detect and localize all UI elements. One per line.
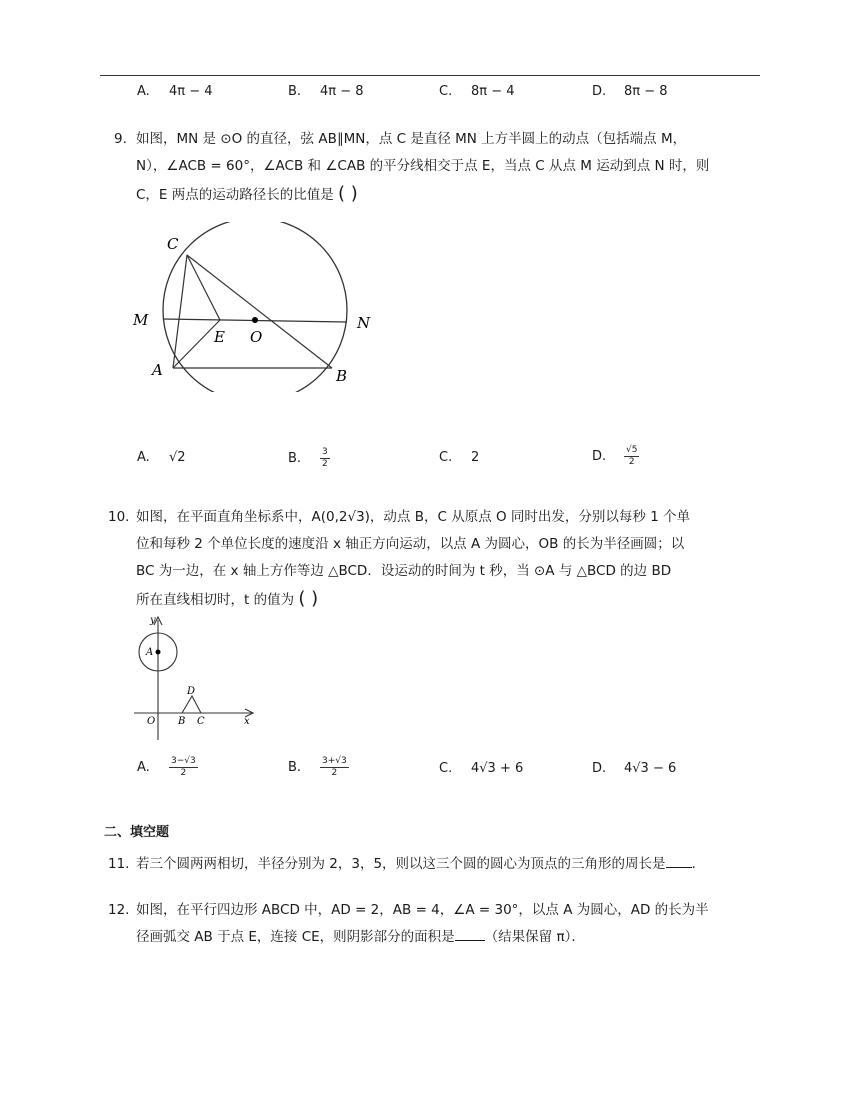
q10-option-b[interactable]: B. $\frac{3+√3}{2}$ bbox=[288, 756, 347, 778]
question-10 bbox=[108, 504, 791, 614]
q8-option-a[interactable]: A. 4π − 4 bbox=[137, 84, 213, 99]
question-line: BC 为一边，在 x 轴上方作等边 △BCD．设运动的时间为 t 秒，当 ⊙A 与 △BCD 的边 BD bbox=[136, 563, 672, 579]
label-x: x bbox=[244, 716, 250, 727]
top-divider bbox=[100, 75, 760, 76]
q9-option-a[interactable]: A. √2 bbox=[137, 450, 186, 465]
segment-ce bbox=[187, 255, 220, 320]
label-m: M bbox=[133, 311, 149, 329]
label-y: y bbox=[150, 615, 156, 626]
label-a: A bbox=[146, 647, 154, 658]
label-b: B bbox=[178, 716, 186, 727]
question-11: 11. 若三个圆两两相切，半径分别为 2，3，5，则以这三个圆的圆心为顶点的三角形的周长是 ． bbox=[136, 851, 776, 878]
question-number: 9. bbox=[114, 131, 127, 147]
question-line: C，E 两点的运动路径长的比值是 ( ) bbox=[136, 183, 358, 204]
question-number: 10. bbox=[108, 509, 130, 525]
label-c: C bbox=[197, 716, 205, 727]
segment-ca bbox=[173, 255, 187, 368]
segment-ae bbox=[173, 320, 220, 368]
question-line: 如图，在平行四边形 ABCD 中，AD = 2，AB = 4，∠A = 30°，以点 A 为圆心，AD 的长为半 bbox=[136, 902, 709, 918]
question-line: 位和每秒 2 个单位长度的速度沿 x 轴正方向运动，以点 A 为圆心，OB 的长为半径画圆；以 bbox=[136, 536, 685, 552]
q10-option-d[interactable]: D. 4√3 − 6 bbox=[592, 761, 677, 776]
label-d: D bbox=[187, 686, 196, 697]
label-o: O bbox=[147, 716, 156, 727]
circle-o bbox=[163, 222, 347, 392]
q10-option-a[interactable]: A. $\frac{3-√3}{2}$ bbox=[137, 756, 196, 778]
question-line: 如图，MN 是 ⊙O 的直径，弦 AB∥MN，点 C 是直径 MN 上方半圆上的动点（包括端点 M， bbox=[136, 131, 687, 147]
label-e: E bbox=[214, 328, 225, 346]
label-n: N bbox=[357, 314, 371, 332]
label-b: B bbox=[336, 367, 348, 385]
question-line: 如图，在平面直角坐标系中，A(0,2√3)，动点 B，C 从原点 O 同时出发，分别以每秒 1 个单 bbox=[136, 509, 691, 525]
q9-option-d[interactable]: D. $\frac{√5}{2}$ bbox=[592, 445, 638, 467]
answer-blank[interactable] bbox=[666, 853, 692, 868]
question-line: N），∠ACB = 60°，∠ACB 和 ∠CAB 的平分线相交于点 E，当点 C 从点 M 运动到点 N 时，则 bbox=[136, 158, 710, 174]
point-a bbox=[156, 650, 161, 655]
center-point-o bbox=[252, 317, 258, 323]
segment-cb bbox=[187, 255, 332, 368]
q9-option-c[interactable]: C. 2 bbox=[439, 450, 480, 465]
label-c: C bbox=[167, 235, 179, 253]
question-number: 12. bbox=[108, 902, 130, 918]
q10-figure bbox=[128, 612, 260, 742]
q9-figure bbox=[125, 222, 395, 392]
question-12 bbox=[108, 897, 791, 951]
answer-parentheses[interactable]: ( ) bbox=[338, 183, 358, 204]
q8-option-c[interactable]: C. 8π − 4 bbox=[439, 84, 515, 99]
question-line: 所在直线相切时，t 的值为 ( ) bbox=[136, 588, 319, 609]
label-o: O bbox=[250, 328, 263, 346]
section-title: 二、填空题 bbox=[104, 825, 170, 840]
q10-option-c[interactable]: C. 4√3 + 6 bbox=[439, 761, 524, 776]
question-number: 11. bbox=[108, 856, 130, 872]
q8-option-b[interactable]: B. 4π − 8 bbox=[288, 84, 364, 99]
question-line: 径画弧交 AB 于点 E，连接 CE，则阴影部分的面积是 （结果保留 π）． bbox=[136, 924, 791, 951]
answer-blank[interactable] bbox=[455, 926, 485, 941]
q8-option-d[interactable]: D. 8π − 8 bbox=[592, 84, 668, 99]
answer-parentheses[interactable]: ( ) bbox=[298, 588, 319, 609]
label-a: A bbox=[152, 361, 163, 379]
question-9 bbox=[114, 126, 791, 209]
triangle-bcd bbox=[182, 696, 201, 713]
q9-option-b[interactable]: B. $\frac{3}{2}$ bbox=[288, 447, 328, 469]
